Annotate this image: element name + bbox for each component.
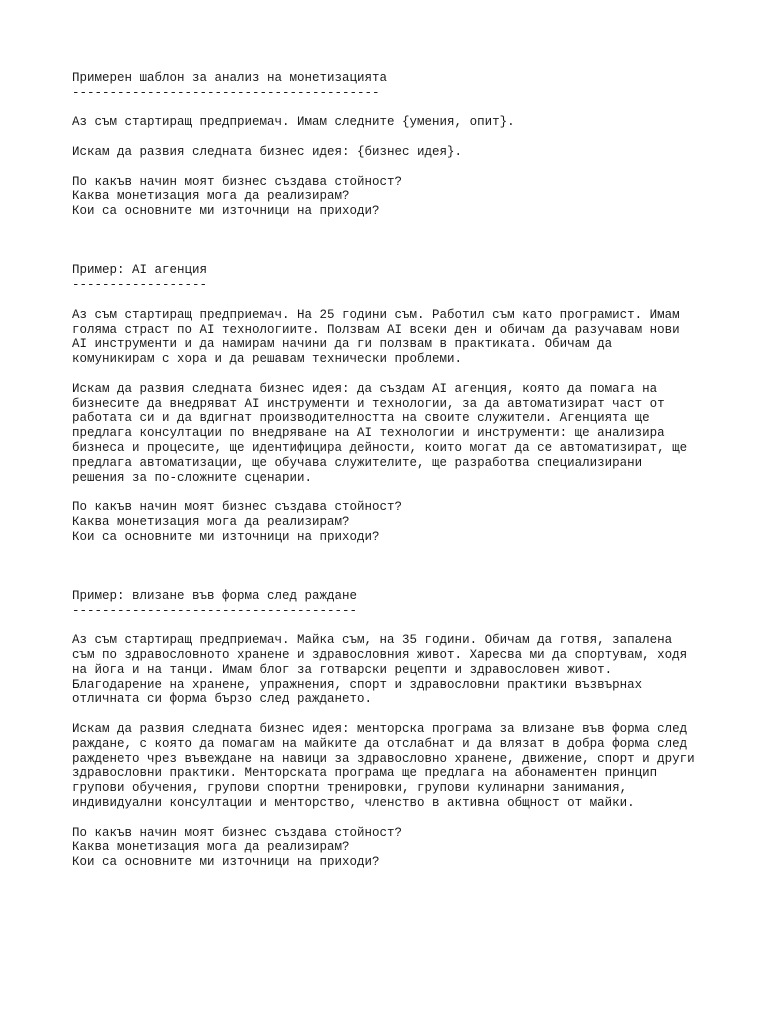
title-underline: ----------------------------------------- bbox=[72, 85, 380, 100]
question-line: Кои са основните ми източници на приходи? bbox=[72, 855, 380, 870]
question-line: По какъв начин моят бизнес създава стойност? bbox=[72, 825, 403, 840]
idea-line: бизнеса и процесите, ще идентифицира дейности, които могат да се автоматизират, ще bbox=[72, 440, 688, 455]
intro-line: Аз съм стартиращ предприемач. На 25 години съм. Работил съм като програмист. Имам bbox=[72, 307, 680, 322]
idea-line: здравословни практики. Менторската програма ще предлага на абонаментен принцип bbox=[72, 766, 658, 781]
intro-line: комуникирам с хора и да решавам технически проблеми. bbox=[72, 352, 463, 367]
intro-line: на йога и на танци. Имам блог за готварски рецепти и здравословен живот. bbox=[72, 662, 613, 677]
question-line: По какъв начин моят бизнес създава стойност? bbox=[72, 500, 403, 515]
idea-line: индивидуални консултации и менторство, членство в активна общност от майки. bbox=[72, 796, 635, 811]
question-line: По какъв начин моят бизнес създава стойност? bbox=[72, 174, 403, 189]
intro-line: Благодарение на хранене, упражнения, спорт и здравословни практики възвърнах bbox=[72, 677, 643, 692]
idea-line: групови обучения, групови спортни тренировки, групови кулинарни занимания, bbox=[72, 781, 628, 796]
title-underline: -------------------------------------- bbox=[72, 603, 358, 618]
idea-line: Искам да развия следната бизнес идея: менторска програма за влизане във форма след bbox=[72, 722, 688, 737]
example-fitness-section bbox=[72, 589, 752, 870]
question-line: Кои са основните ми източници на приходи? bbox=[72, 529, 380, 544]
template-section bbox=[72, 71, 752, 219]
question-line: Кои са основните ми източници на приходи? bbox=[72, 204, 380, 219]
idea-line: предлага консултации по внедряване на AI технологии и инструменти: ще анализира bbox=[72, 426, 665, 441]
section-title: Пример: влизане във форма след раждане bbox=[72, 588, 358, 603]
idea-line: предлага автоматизации, ще обучава служителите, ще разработва специализирани bbox=[72, 455, 643, 470]
question-line: Каква монетизация мога да реализирам? bbox=[72, 514, 350, 529]
title-underline: ------------------ bbox=[72, 278, 208, 293]
section-title: Пример: AI агенция bbox=[72, 263, 208, 278]
question-line: Каква монетизация мога да реализирам? bbox=[72, 189, 350, 204]
intro-line: Аз съм стартиращ предприемач. Имам следните {умения, опит}. bbox=[72, 115, 515, 130]
idea-line: раждане, с която да помагам на майките да отслабнат и да влязат в добра форма след bbox=[72, 736, 688, 751]
section-title: Примерен шаблон за анализ на монетизацията bbox=[72, 71, 388, 85]
idea-line: решения за по-сложните сценарии. bbox=[72, 470, 313, 485]
document-page bbox=[72, 71, 752, 870]
intro-line: Аз съм стартиращ предприемач. Майка съм, на 35 години. Обичам да готвя, запалена bbox=[72, 633, 673, 648]
idea-line: ражденето чрез въвеждане на навици за здравословно хранене, движение, спорт и други bbox=[72, 751, 695, 766]
intro-line: отличната си форма бързо след раждането. bbox=[72, 692, 373, 707]
idea-line: Искам да развия следната бизнес идея: да създам AI агенция, която да помага на bbox=[72, 381, 658, 396]
intro-line: AI инструменти и да намирам начини да ги ползвам в практиката. Обичам да bbox=[72, 337, 613, 352]
intro-line: съм по здравословното хранене и здравословния живот. Харесва ми да спортувам, ходя bbox=[72, 648, 688, 663]
question-line: Каква монетизация мога да реализирам? bbox=[72, 840, 350, 855]
idea-line: бизнесите да внедряват AI инструменти и технологии, за да автоматизират част от bbox=[72, 396, 665, 411]
idea-line: работата си и да вдигнат производителността на своите служители. Агенцията ще bbox=[72, 411, 650, 426]
idea-line: Искам да развия следната бизнес идея: {бизнес идея}. bbox=[72, 144, 463, 159]
intro-line: голяма страст по AI технологиите. Ползвам AI всеки ден и обичам да разучавам нови bbox=[72, 322, 680, 337]
example-ai-section bbox=[72, 263, 752, 544]
